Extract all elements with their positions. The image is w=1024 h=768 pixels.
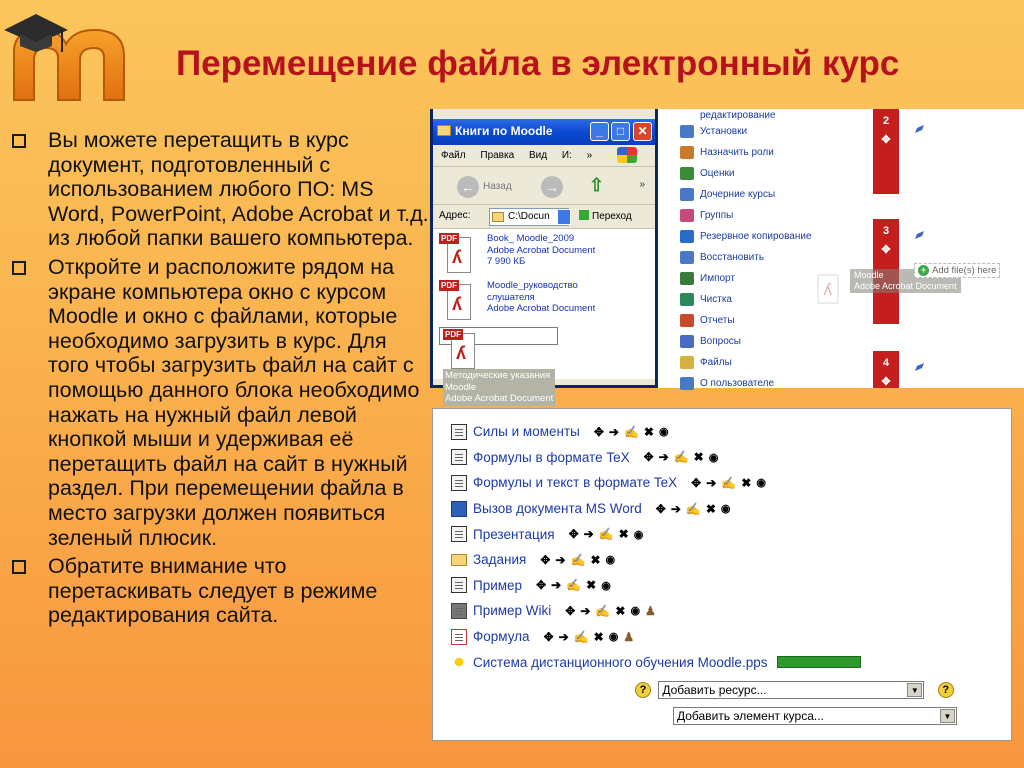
admin-menu-label: Оценки <box>700 168 735 179</box>
explorer-toolbar <box>433 167 655 205</box>
uploading-file-name: Система дистанционного обучения Moodle.pps <box>473 654 768 670</box>
page-icon <box>451 449 467 465</box>
delete-icon[interactable]: ✖ <box>615 603 626 618</box>
file-type: Adobe Acrobat Document <box>487 244 596 256</box>
move-icon[interactable]: ✥ <box>536 578 547 593</box>
menu-file[interactable]: Файл <box>441 150 466 161</box>
help-icon[interactable]: ? <box>938 682 954 698</box>
course-item <box>451 521 1011 547</box>
checkbox-bullet-icon <box>12 560 26 574</box>
move-icon[interactable]: ✥ <box>568 527 579 542</box>
admin-menu-label: Восстановить <box>700 252 765 263</box>
reset-icon <box>680 293 694 306</box>
import-icon <box>680 272 694 285</box>
chevron-more-icon[interactable]: » <box>639 179 645 190</box>
edit-icon[interactable]: ✍ <box>685 501 701 516</box>
indent-right-icon[interactable]: ➔ <box>580 603 591 618</box>
indent-right-icon[interactable]: ➔ <box>558 629 569 644</box>
admin-menu-item[interactable] <box>680 310 850 331</box>
move-icon[interactable]: ✥ <box>565 603 576 618</box>
move-icon[interactable]: ✥ <box>691 475 702 490</box>
dragged-file-ghost: Moodle Adobe Acrobat Document <box>850 269 961 293</box>
file-list <box>433 229 655 404</box>
chevron-down-icon: ▼ <box>907 683 922 697</box>
chevron-down-icon: ▼ <box>940 709 955 723</box>
move-icon[interactable]: ✥ <box>593 424 604 439</box>
course-item <box>451 470 1011 496</box>
add-resource-row <box>635 681 954 699</box>
file-name-cont: слушателя <box>487 291 535 303</box>
edit-icon[interactable]: ✍ <box>623 424 639 439</box>
indent-right-icon[interactable]: ➔ <box>551 578 562 593</box>
delete-icon[interactable]: ✖ <box>593 629 604 644</box>
uploading-item <box>451 649 1011 675</box>
upload-progress-bar <box>777 656 861 668</box>
visibility-eye-icon[interactable]: ◉ <box>608 631 619 644</box>
group-mode-icon[interactable]: ♟ <box>623 629 635 644</box>
address-dropdown-icon[interactable] <box>557 209 571 225</box>
bullet-item <box>12 554 432 628</box>
indent-right-icon[interactable]: ➔ <box>608 424 619 439</box>
address-bar <box>433 205 655 229</box>
page-icon <box>451 424 467 440</box>
admin-menu-label: редактирование <box>700 109 776 121</box>
course-item-actions <box>644 450 724 464</box>
child-courses-icon <box>680 188 694 201</box>
green-plus-icon: + <box>918 265 929 276</box>
add-activity-row <box>673 707 957 725</box>
course-item-link[interactable]: Формула <box>473 629 530 645</box>
page-icon <box>451 526 467 542</box>
forward-arrow-icon[interactable]: → <box>541 176 563 198</box>
admin-menu-item[interactable] <box>680 163 850 184</box>
menu-edit[interactable]: Правка <box>480 150 515 161</box>
admin-menu-label: Дочерние курсы <box>700 189 776 200</box>
slide-title: Перемещение файла в электронный курс <box>176 44 900 83</box>
bullet-text: Откройте и расположите рядом на экране компьютера окно с курсом Moodle и окно с файлами, которые необходимо загрузить в курс. Для того чтобы загрузить файл на сайт с помощью данного блока необходимо нажать на нужный файл левой кнопкой мыши и удерживая её перетащить файл на сайт в нужный раздел. При перемещении файла в место загрузки должен появиться зеленый плюсик. <box>48 254 420 550</box>
course-item-actions <box>691 476 771 490</box>
section-marker-4[interactable]: 4 ✥ <box>873 351 899 388</box>
move-icon[interactable]: ✥ <box>881 376 891 388</box>
course-item <box>451 445 1011 471</box>
admin-menu-item[interactable] <box>680 142 850 163</box>
admin-menu-item[interactable] <box>680 352 850 373</box>
admin-menu-label: Отчеты <box>700 315 735 326</box>
edit-section-icon[interactable] <box>914 359 926 369</box>
course-admin-menu <box>680 109 850 388</box>
svg-text:ʎ: ʎ <box>823 280 833 299</box>
visibility-eye-icon[interactable]: ◉ <box>633 528 644 541</box>
roles-icon <box>680 146 694 159</box>
admin-menu-label: Импорт <box>700 273 735 284</box>
pdf-file-icon: PDF ʎ <box>439 280 473 320</box>
visibility-eye-icon[interactable]: ◉ <box>708 451 719 464</box>
admin-menu-label: Группы <box>700 210 734 221</box>
section-marker-2[interactable]: 2 ✥ <box>873 109 899 194</box>
questions-icon <box>680 335 694 348</box>
edit-icon[interactable]: ✍ <box>598 527 614 542</box>
moodle-logo <box>0 0 140 110</box>
section-marker-3[interactable]: 3 ✥ <box>873 219 899 324</box>
page-icon <box>451 475 467 491</box>
address-label: Адрес: <box>439 210 471 221</box>
bullet-text: Вы можете перетащить в курс документ, подготовленный с использованием любого ПО: MS Word, PowerPoint, Adobe Acrobat и т.д. из любой папки вашего компьютера. <box>48 128 429 251</box>
bullet-item <box>12 128 432 251</box>
edit-section-icon[interactable] <box>914 227 926 237</box>
course-item-actions <box>536 578 616 592</box>
course-item-actions <box>540 553 620 567</box>
course-item-link[interactable]: Пример Wiki <box>473 603 552 619</box>
close-button[interactable]: ✕ <box>633 122 652 141</box>
file-item-selected[interactable] <box>439 327 558 404</box>
file-type: Adobe Acrobat Document <box>445 393 554 404</box>
windows-logo-icon <box>617 147 637 163</box>
course-item <box>451 573 1011 599</box>
course-item-actions <box>569 527 649 541</box>
bullet-list <box>12 128 432 632</box>
file-name: Moodle_руководство <box>487 280 578 291</box>
admin-menu-label: Файлы <box>700 357 732 368</box>
admin-menu-item[interactable] <box>680 331 850 352</box>
drop-target[interactable]: + Add file(s) here <box>914 263 1000 278</box>
add-resource-select[interactable]: Добавить ресурс... ▼ <box>658 681 924 699</box>
menu-favorites[interactable]: И: <box>561 150 572 161</box>
admin-menu-item[interactable] <box>680 226 850 247</box>
group-mode-icon[interactable]: ♟ <box>645 603 656 618</box>
move-icon[interactable]: ✥ <box>540 552 551 567</box>
admin-menu-label: Назначить роли <box>700 147 774 158</box>
delete-icon[interactable]: ✖ <box>618 527 629 542</box>
visibility-eye-icon[interactable]: ◉ <box>756 477 766 490</box>
edit-icon[interactable]: ✍ <box>721 475 737 490</box>
bullet-item <box>12 255 432 550</box>
course-item <box>451 419 1011 445</box>
reports-icon <box>680 314 694 327</box>
course-items-screenshot <box>432 408 1012 741</box>
backup-icon <box>680 230 694 243</box>
admin-menu-item[interactable] <box>680 205 850 226</box>
course-item-link[interactable]: Пример <box>473 577 523 593</box>
visibility-eye-icon[interactable]: ◉ <box>720 503 731 516</box>
move-icon[interactable]: ✥ <box>643 450 654 465</box>
admin-menu-label: Установки <box>700 126 748 137</box>
explorer-titlebar <box>433 119 655 145</box>
file-item[interactable] <box>439 233 649 273</box>
edit-icon[interactable]: ✍ <box>595 603 611 618</box>
course-item-link[interactable]: Презентация <box>473 526 555 542</box>
dragged-pdf-icon <box>814 273 842 305</box>
course-item-actions <box>544 630 640 644</box>
checkbox-bullet-icon <box>12 134 26 148</box>
loading-spinner-icon <box>451 654 467 670</box>
profile-icon <box>680 377 694 390</box>
course-item <box>451 547 1011 573</box>
visibility-eye-icon[interactable]: ◉ <box>601 579 611 592</box>
groups-icon <box>680 209 694 222</box>
indent-right-icon[interactable]: ➔ <box>583 527 594 542</box>
files-icon <box>680 356 694 369</box>
course-item-link[interactable]: Формулы и текст в формате TeX <box>473 475 678 491</box>
admin-menu-label: О пользователе <box>700 378 775 389</box>
admin-menu-item[interactable] <box>680 184 850 205</box>
back-arrow-icon[interactable]: ← <box>457 176 479 198</box>
delete-icon[interactable]: ✖ <box>741 475 752 490</box>
explorer-title: Книги по Moodle <box>455 124 553 138</box>
up-folder-icon[interactable]: ⇧ <box>589 175 605 195</box>
grades-icon <box>680 167 694 180</box>
file-name-cont: Moodle <box>445 381 477 393</box>
admin-menu-label: Вопросы <box>700 336 741 347</box>
visibility-eye-icon[interactable]: ◉ <box>630 605 641 618</box>
folder-icon <box>437 125 451 136</box>
move-icon[interactable]: ✥ <box>881 244 891 256</box>
course-item-link[interactable]: Вызов документа MS Word <box>473 501 642 517</box>
file-item[interactable] <box>439 280 649 320</box>
delete-icon[interactable]: ✖ <box>693 450 704 465</box>
course-item <box>451 496 1011 522</box>
move-icon[interactable]: ✥ <box>655 501 666 516</box>
menu-more[interactable]: » <box>586 150 593 161</box>
course-item <box>451 624 1011 650</box>
add-activity-select[interactable]: Добавить элемент курса... ▼ <box>673 707 957 725</box>
edit-icon[interactable]: ✍ <box>573 629 589 644</box>
delete-icon[interactable]: ✖ <box>586 578 597 593</box>
bullet-text: Обратите внимание что перетаскивать следует в режиме редактирования сайта. <box>48 554 378 628</box>
course-item-link[interactable]: Силы и моменты <box>473 424 580 440</box>
edit-section-icon[interactable] <box>914 121 926 131</box>
file-name: Book_ Moodle_2009 <box>487 233 575 244</box>
course-item-list <box>451 419 1011 675</box>
admin-menu-item[interactable] <box>680 247 850 268</box>
admin-menu-label: Резервное копирование <box>700 231 812 242</box>
edit-icon[interactable]: ✍ <box>673 450 689 465</box>
wiki-icon <box>451 603 467 619</box>
pdf-file-icon: PDF ʎ <box>439 233 473 273</box>
page-icon <box>451 577 467 593</box>
edit-icon[interactable]: ✍ <box>570 552 586 567</box>
checkbox-bullet-icon <box>12 261 26 275</box>
folder-icon <box>451 554 467 566</box>
restore-icon <box>680 251 694 264</box>
folder-icon <box>492 212 504 222</box>
file-type: Adobe Acrobat Document <box>487 303 596 314</box>
visibility-eye-icon[interactable]: ◉ <box>605 554 616 567</box>
file-name: Методические указания <box>445 370 551 381</box>
pdf-file-icon: PDF ʎ <box>443 329 477 369</box>
indent-right-icon[interactable]: ➔ <box>555 552 566 567</box>
indent-right-icon[interactable]: ➔ <box>706 475 717 490</box>
course-item-actions <box>594 425 674 439</box>
settings-icon <box>680 125 694 138</box>
address-input[interactable]: C:\Docun <box>489 208 569 226</box>
minimize-button[interactable]: _ <box>590 122 609 141</box>
course-item <box>451 598 1011 624</box>
delete-icon[interactable]: ✖ <box>705 501 716 516</box>
admin-menu-item[interactable] <box>680 121 850 142</box>
admin-menu-label: Чистка <box>700 294 732 305</box>
go-button[interactable]: Переход <box>579 210 632 222</box>
indent-right-icon[interactable]: ➔ <box>658 450 669 465</box>
explorer-window <box>430 109 658 404</box>
explorer-menubar <box>433 145 655 167</box>
moodle-admin-screenshot <box>430 109 1024 404</box>
course-item-actions <box>565 604 661 618</box>
menu-view[interactable]: Вид <box>528 150 548 161</box>
maximize-button[interactable]: □ <box>611 122 630 141</box>
delete-icon[interactable]: ✖ <box>590 552 601 567</box>
help-icon[interactable]: ? <box>635 682 651 698</box>
course-item-actions <box>656 502 736 516</box>
course-item-link[interactable]: Задания <box>473 552 527 568</box>
admin-menu-item[interactable] <box>680 373 850 394</box>
move-icon[interactable]: ✥ <box>881 134 891 146</box>
word-icon <box>451 501 467 517</box>
indent-right-icon[interactable]: ➔ <box>670 501 681 516</box>
visibility-eye-icon[interactable]: ◉ <box>658 426 669 439</box>
move-icon[interactable]: ✥ <box>543 629 554 644</box>
admin-menu-item[interactable] <box>680 109 850 121</box>
back-label[interactable]: Назад <box>483 181 512 192</box>
delete-icon[interactable]: ✖ <box>643 424 654 439</box>
quiz-icon <box>451 629 467 645</box>
course-item-link[interactable]: Формулы в формате TeX <box>473 449 630 465</box>
edit-icon[interactable]: ✍ <box>566 578 582 593</box>
file-size: 7 990 КБ <box>487 256 526 267</box>
